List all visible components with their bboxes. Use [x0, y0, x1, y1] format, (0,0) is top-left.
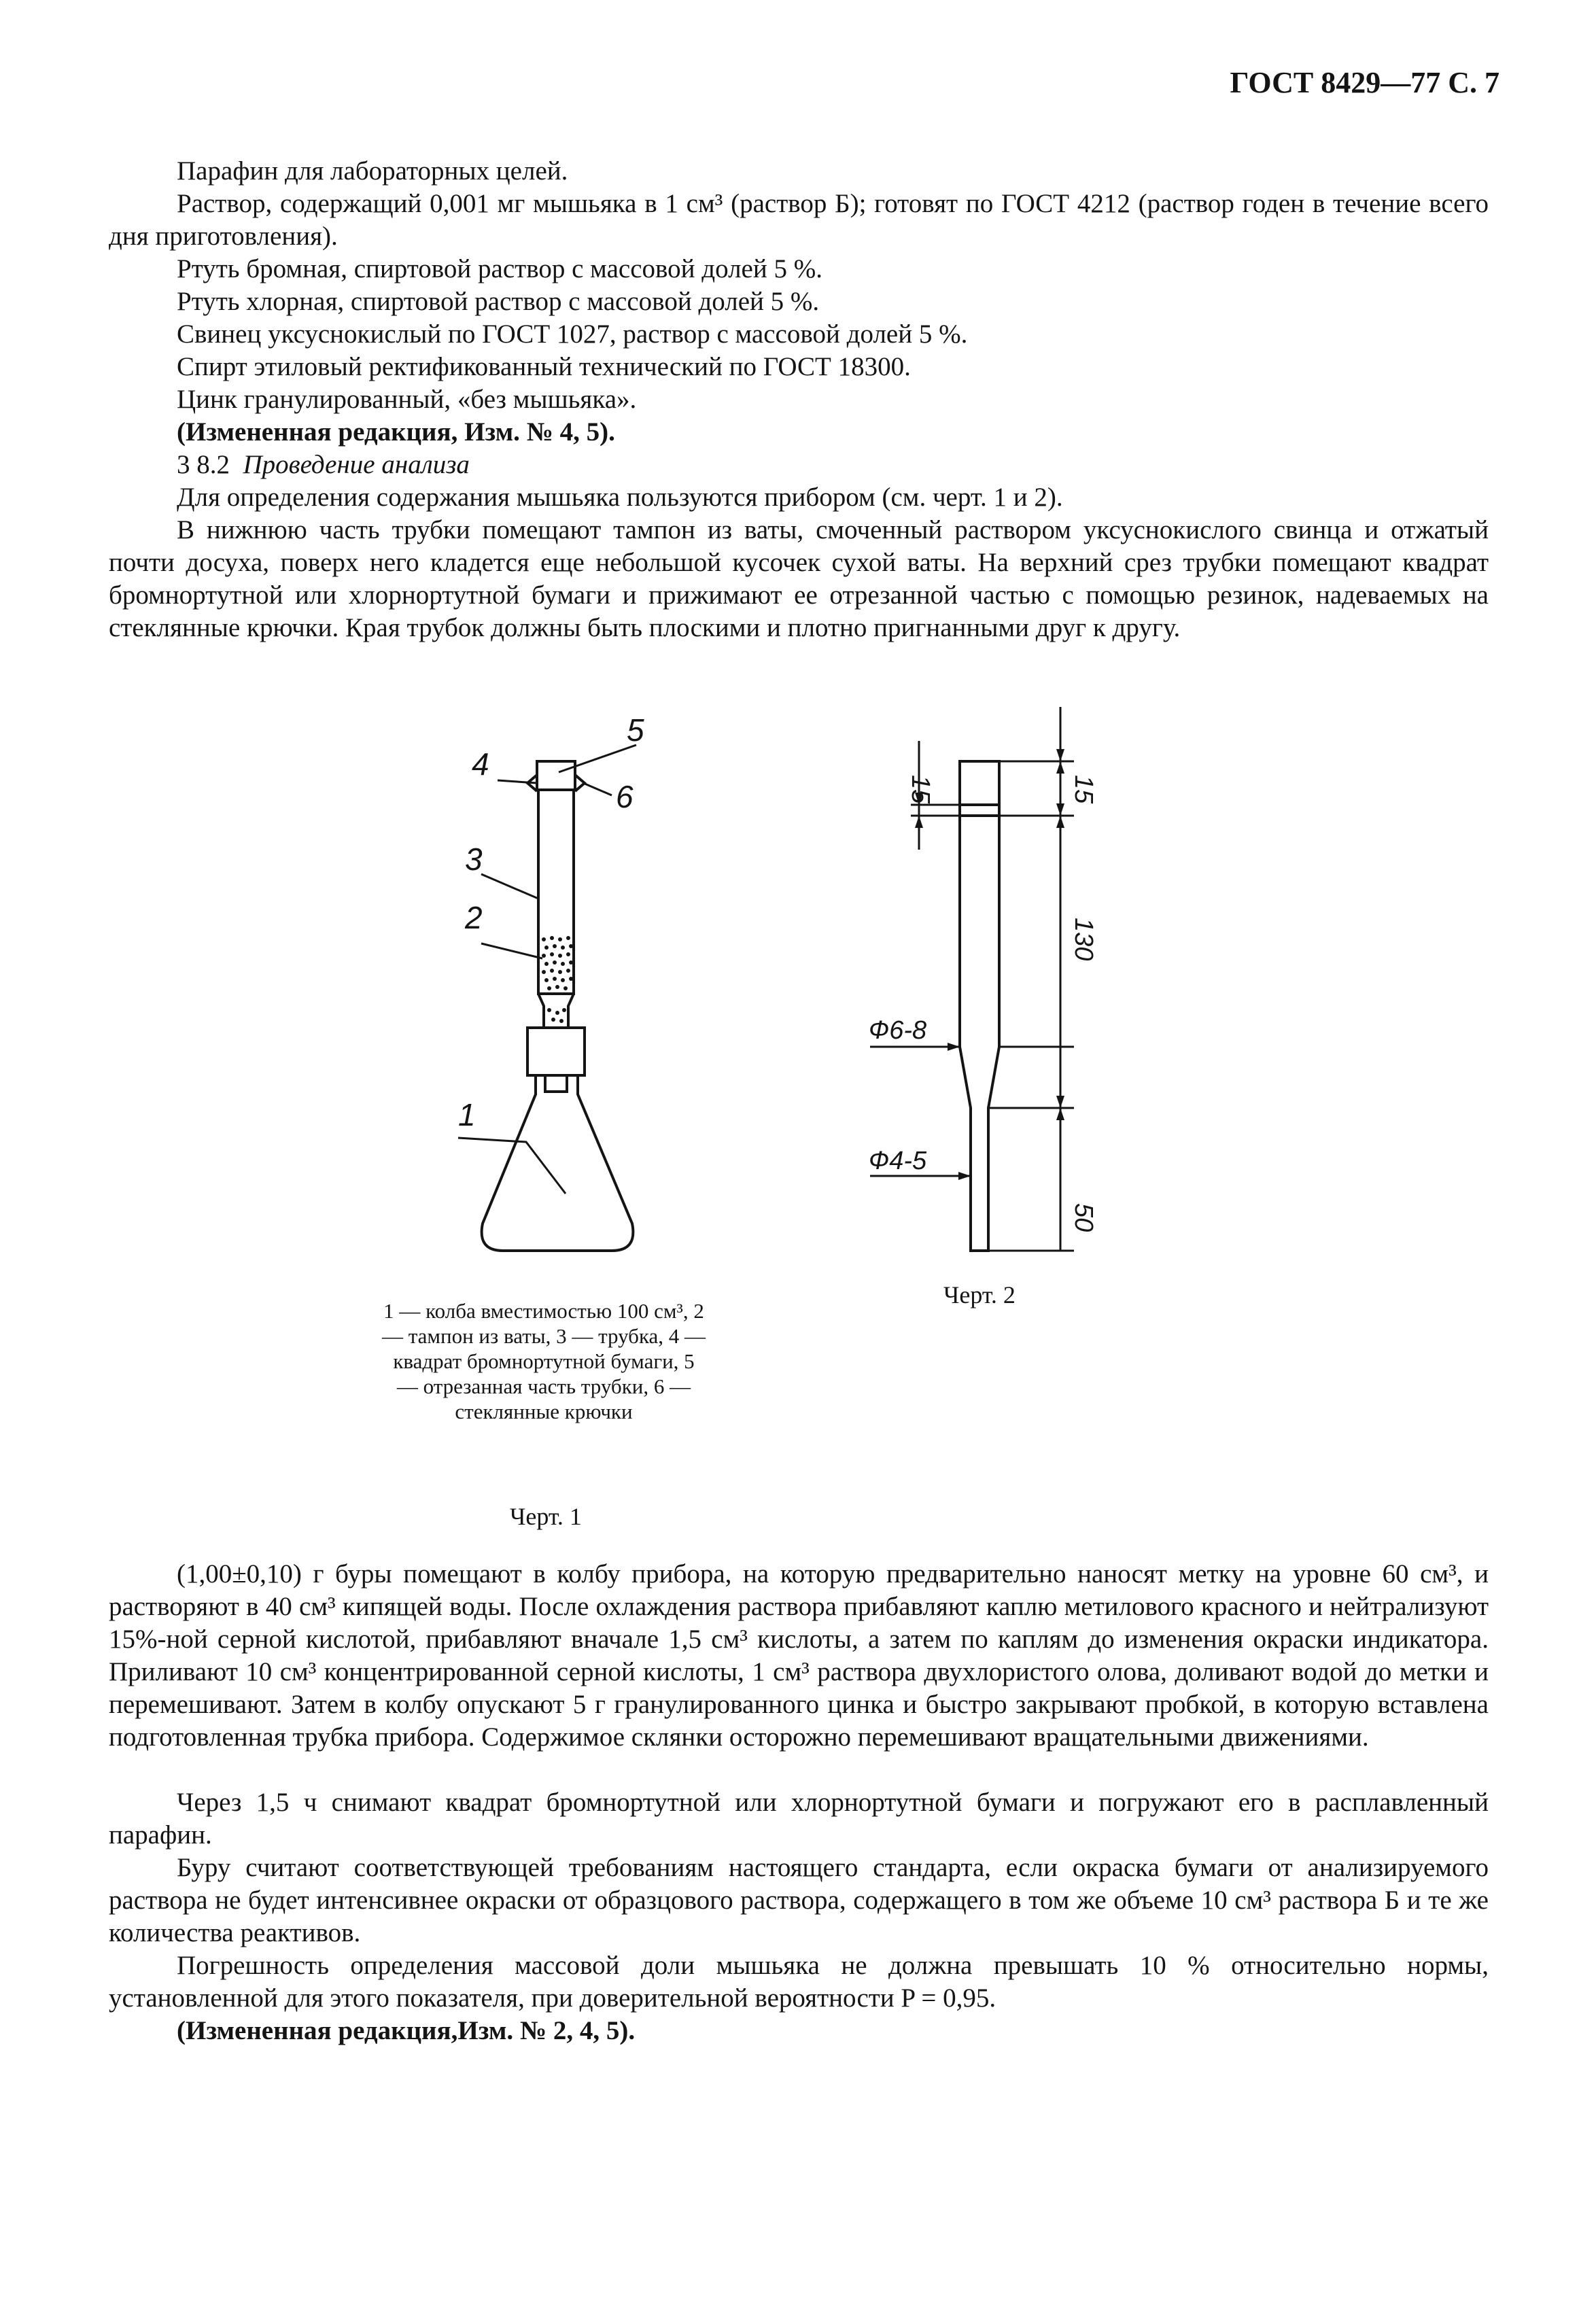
intro-paragraph: Для определения содержания мышьяка пользуются прибором (см. черт. 1 и 2).	[177, 483, 1063, 512]
section-title: Проведение анализа	[243, 450, 470, 479]
page-header: ГОСТ 8429—77 С. 7	[1230, 66, 1499, 99]
figure-2-title: Черт. 2	[943, 1281, 1016, 1308]
section-number: 3 8.2	[177, 450, 230, 479]
fig2-dim-diameter-4-5: Ф4-5	[869, 1147, 927, 1175]
figure-2-tube-dimensions	[856, 707, 1142, 1264]
reagent-zinc: Цинк гранулированный, «без мышьяка».	[177, 385, 637, 414]
procedure-paragraph-1: (1,00±0,10) г буры помещают в колбу прибора, на которую предварительно наносят метку на уровне 60 см³, и растворяют в 40 см³ кипящей воды. После охлаждения раствора прибавляют каплю метилового красного и нейтрализуют 15%-ной серной кислотой, прибавляют вначале 1,5 см³ кислоты, а затем по каплям до изменения окраски индикатора. Приливают 10 см³ концентрированной серной кислоты, 1 см³ раствора двухлористого олова, доливают водой до метки и перемешивают. Затем в колбу опускают 5 г гранулированного цинка и быстро закрывают пробкой, в которую вставлена подготовленная трубка прибора. Содержимое склянки осторожно перемешивают вращательными движениями.	[109, 1559, 1489, 1752]
reagent-solution-b: Раствор, содержащий 0,001 мг мышьяка в 1 см³ (раствор Б); готовят по ГОСТ 4212 (раствор годен в течение всего дня приготовления).	[109, 189, 1489, 251]
reagent-paraffin: Парафин для лабораторных целей.	[177, 156, 568, 186]
procedure-paragraph-2: Через 1,5 ч снимают квадрат бромнортутной или хлорнортутной бумаги и погружают его в расплавленный парафин.	[109, 1788, 1489, 1850]
fig2-dim-15-left: 15	[906, 775, 935, 804]
procedure-paragraph-3: Буру считают соответствующей требованиям настоящего стандарта, если окраска бумаги от анализируемого раствора не будет интенсивнее окраски от образцового раствора, содержащего в том же объеме 10 см³ раствора Б и те же количества реактивов.	[109, 1853, 1489, 1947]
fig1-label-4: 4	[472, 746, 489, 782]
fig2-dim-50: 50	[1069, 1203, 1098, 1232]
fig1-label-6: 6	[616, 779, 634, 814]
fig2-dim-15-right: 15	[1069, 775, 1098, 804]
reagent-lead-acetate: Свинец уксуснокислый по ГОСТ 1027, раствор с массовой долей 5 %.	[177, 319, 968, 349]
fig1-label-2: 2	[465, 900, 483, 935]
reagent-mercury-bromide: Ртуть бромная, спиртовой раствор с массовой долей 5 %.	[177, 254, 822, 283]
fig2-dim-130: 130	[1069, 918, 1098, 961]
fig1-label-1: 1	[458, 1097, 476, 1132]
amendment-note-1: (Измененная редакция, Изм. № 4, 5).	[177, 417, 615, 447]
figure-1-caption: 1 — колба вместимостью 100 см³, 2 — тампон из ваты, 3 — трубка, 4 — квадрат бромнортутной бумаги, 5 — отрезанная часть трубки, 6 — стеклянные крючки	[381, 1299, 706, 1423]
procedure-paragraph-4: Погрешность определения массовой доли мышьяка не должна превышать 10 % относительно нормы, установленной для этого показателя, при доверительной вероятности P = 0,95.	[109, 1951, 1489, 2013]
reagent-mercury-chloride: Ртуть хлорная, спиртовой раствор с массовой долей 5 %.	[177, 287, 820, 316]
amendment-note-2: (Измененная редакция,Изм. № 2, 4, 5).	[177, 2016, 636, 2045]
section-heading	[109, 449, 1489, 481]
reagent-ethanol: Спирт этиловый ректификованный технический по ГОСТ 18300.	[177, 352, 911, 381]
figure-1-title: Черт. 1	[510, 1503, 582, 1530]
figure-1-apparatus	[408, 707, 761, 1278]
fig2-dim-diameter-6-8: Ф6-8	[869, 1016, 927, 1045]
tube-prep-paragraph: В нижнюю часть трубки помещают тампон из ваты, смоченный раствором уксуснокислого свинца и отжатый почти досуха, поверх него кладется еще небольшой кусочек сухой ваты. На верхний срез трубки помещают квадрат бромнортутной или хлорнортутной бумаги и прижимают ее отрезанной частью с помощью резинок, надеваемых на стеклянные крючки. Края трубок должны быть плоскими и плотно пригнанными друг к другу.	[109, 515, 1489, 642]
fig1-label-3: 3	[465, 842, 483, 877]
fig1-label-5: 5	[627, 712, 644, 748]
